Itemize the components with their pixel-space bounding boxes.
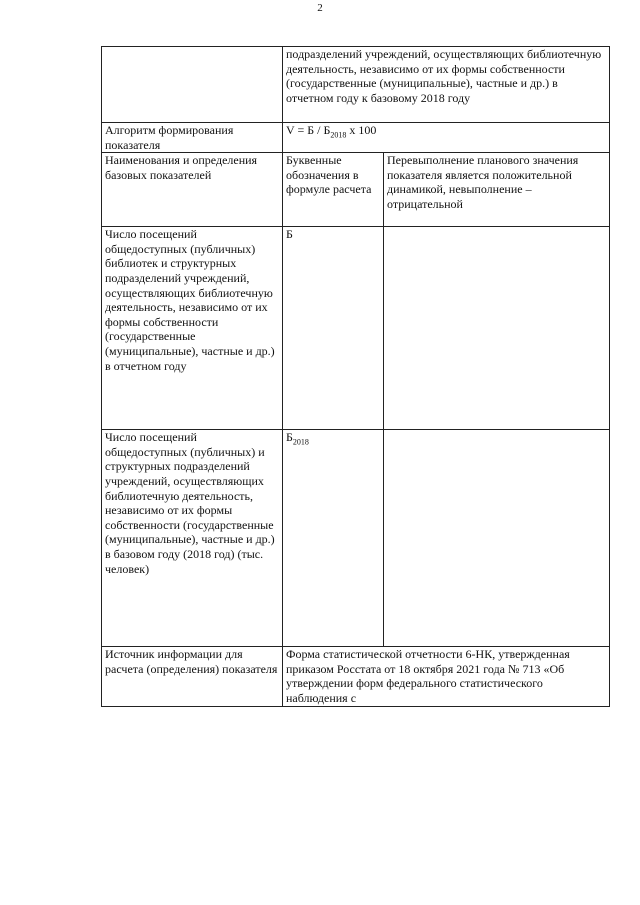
table-row	[102, 430, 610, 647]
formula-suffix: x 100	[346, 123, 377, 137]
continuation-empty-cell	[102, 47, 283, 123]
source-value: Форма статистической отчетности 6-НК, утвержденная приказом Росстата от 18 октября 2021 года № 713 «Об утверждении форм федерального статистического наблюдения с	[283, 647, 610, 707]
indicator-table	[101, 46, 610, 707]
algorithm-formula	[283, 123, 610, 153]
table-row	[102, 227, 610, 430]
header-col-symbols: Буквенные обозначения в формуле расчета	[283, 153, 384, 227]
continuation-row	[102, 47, 610, 123]
row-indicator-name: Число посещений общедоступных (публичных) и структурных подразделений учреждений, осуществляющих библиотечную деятельность, независимо от их формы собственности (государственные (муниципальные), частные и др.) в базовом году (2018 год) (тыс. человек)	[102, 430, 283, 647]
row-indicator-symbol	[283, 227, 384, 430]
header-col-names: Наименования и определения базовых показателей	[102, 153, 283, 227]
continuation-text: подразделений учреждений, осуществляющих библиотечную деятельность, независимо от их формы собственности (государственные (муниципальные), частные и др.) в отчетном году к базовому 2018 году	[283, 47, 610, 123]
source-row	[102, 647, 610, 707]
algorithm-label: Алгоритм формирования показателя	[102, 123, 283, 153]
page-number: 2	[317, 2, 323, 14]
formula-prefix: V = Б / Б	[286, 123, 331, 137]
algorithm-row	[102, 123, 610, 153]
source-label: Источник информации для расчета (определения) показателя	[102, 647, 283, 707]
row-indicator-name: Число посещений общедоступных (публичных) библиотек и структурных подразделений учреждений, осуществляющих библиотечную деятельность, независимо от их формы собственности (государственные (муниципальные), частные и др.) в отчетном году	[102, 227, 283, 430]
row-indicator-note	[384, 227, 610, 430]
symbol-subscript: 2018	[292, 437, 309, 447]
header-col-dynamics: Перевыполнение планового значения показателя является положительной динамикой, невыполнение – отрицательной	[384, 153, 610, 227]
symbol-letter: Б	[286, 227, 293, 242]
row-indicator-symbol	[283, 430, 384, 647]
symbol-letter: Б	[286, 430, 293, 445]
header-row	[102, 153, 610, 227]
row-indicator-note	[384, 430, 610, 647]
formula-subscript: 2018	[330, 130, 347, 140]
